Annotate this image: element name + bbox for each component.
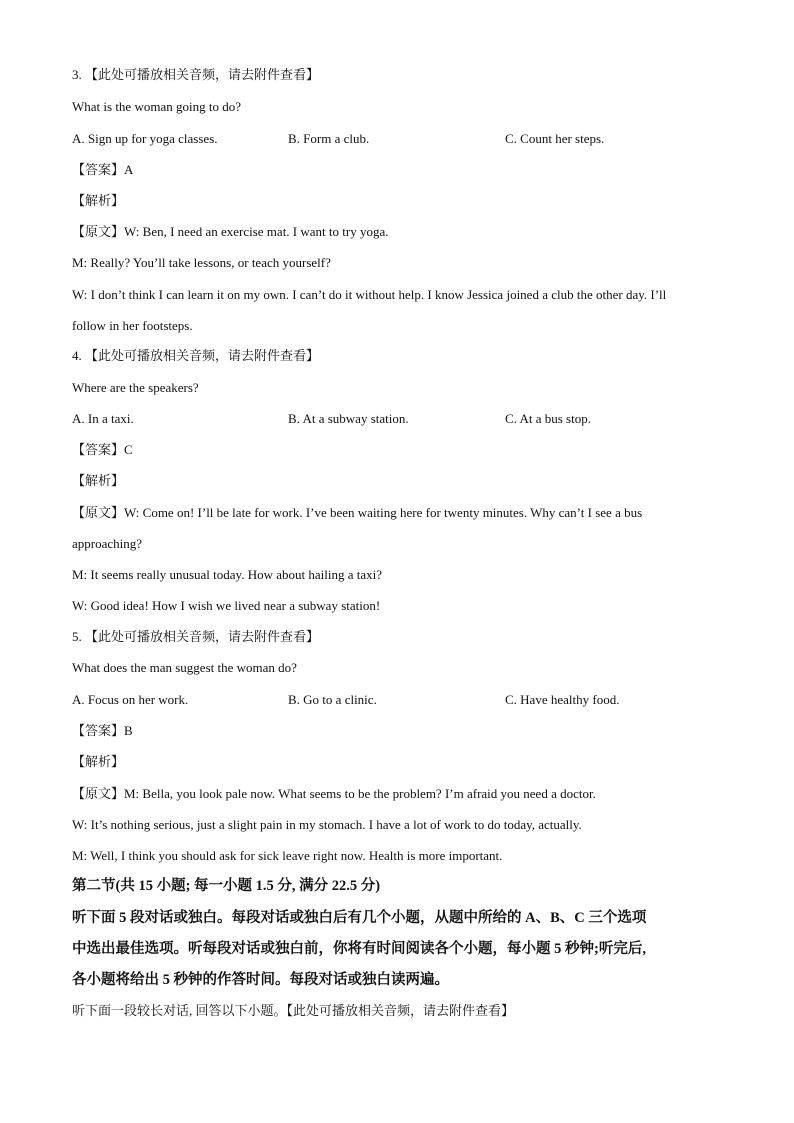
question-3-option-a: A. Sign up for yoga classes.: [72, 131, 218, 146]
question-3-header: 3. 【此处可播放相关音频，请去附件查看】: [72, 67, 320, 82]
question-5-header: 5. 【此处可播放相关音频，请去附件查看】: [72, 629, 320, 644]
question-3-stem: What is the woman going to do?: [72, 99, 241, 114]
question-4-transcript-line: M: It seems really unusual today. How about hailing a taxi?: [72, 567, 383, 582]
question-4-transcript-line: 【原文】W: Come on! I’ll be late for work. I’ve been waiting here for twenty minutes. Why can’t I see a bus: [72, 505, 643, 520]
question-5-stem: What does the man suggest the woman do?: [72, 660, 297, 675]
question-4-transcript-line: W: Good idea! How I wish we lived near a subway station!: [72, 598, 381, 613]
question-3-analysis: 【解析】: [72, 193, 125, 208]
question-5-transcript-line: W: It’s nothing serious, just a slight pain in my stomach. I have a lot of work to do today, actually.: [72, 817, 582, 832]
question-5-transcript-line: 【原文】M: Bella, you look pale now. What seems to be the problem? I’m afraid you need a doctor.: [72, 786, 596, 801]
question-3-transcript-line: 【原文】W: Ben, I need an exercise mat. I want to try yoga.: [72, 224, 389, 239]
question-3-option-c: C. Count her steps.: [505, 131, 605, 146]
question-3-transcript-line: follow in her footsteps.: [72, 318, 193, 333]
question-4-option-b: B. At a subway station.: [288, 411, 409, 426]
question-4-transcript-line: approaching?: [72, 536, 143, 551]
question-4-analysis: 【解析】: [72, 473, 125, 488]
section-2-note: 听下面一段较长对话, 回答以下小题。【此处可播放相关音频，请去附件查看】: [72, 1003, 515, 1018]
section-2-title: 第二节(共 15 小题; 每一小题 1.5 分, 满分 22.5 分): [72, 878, 381, 894]
question-3-transcript-line: W: I don’t think I can learn it on my own. I can’t do it without help. I know Jessica joined a club the other day. I’ll: [72, 287, 667, 302]
question-3-answer: 【答案】A: [72, 162, 134, 177]
question-5-transcript-line: M: Well, I think you should ask for sick leave right now. Health is more important.: [72, 848, 503, 863]
question-5-answer: 【答案】B: [72, 723, 133, 738]
question-4-option-a: A. In a taxi.: [72, 411, 134, 426]
question-3-transcript-line: M: Really? You’ll take lessons, or teach yourself?: [72, 255, 331, 270]
question-4-header: 4. 【此处可播放相关音频，请去附件查看】: [72, 348, 320, 363]
question-5-option-b: B. Go to a clinic.: [288, 692, 377, 707]
question-5-option-c: C. Have healthy food.: [505, 692, 620, 707]
question-4-stem: Where are the speakers?: [72, 380, 199, 395]
section-2-instruction-line: 各小题将给出 5 秒钟的作答时间。每段对话或独白读两遍。: [72, 972, 449, 988]
question-4-answer: 【答案】C: [72, 442, 133, 457]
question-4-option-c: C. At a bus stop.: [505, 411, 591, 426]
question-5-option-a: A. Focus on her work.: [72, 692, 189, 707]
section-2-instruction-line: 中选出最佳选项。听每段对话或独白前，你将有时间阅读各个小题，每小题 5 秒钟;听完后,: [72, 941, 646, 957]
question-5-analysis: 【解析】: [72, 754, 125, 769]
section-2-instruction-line: 听下面 5 段对话或独白。每段对话或独白后有几个小题，从题中所给的 A、B、C 三个选项: [72, 910, 647, 926]
question-3-option-b: B. Form a club.: [288, 131, 370, 146]
